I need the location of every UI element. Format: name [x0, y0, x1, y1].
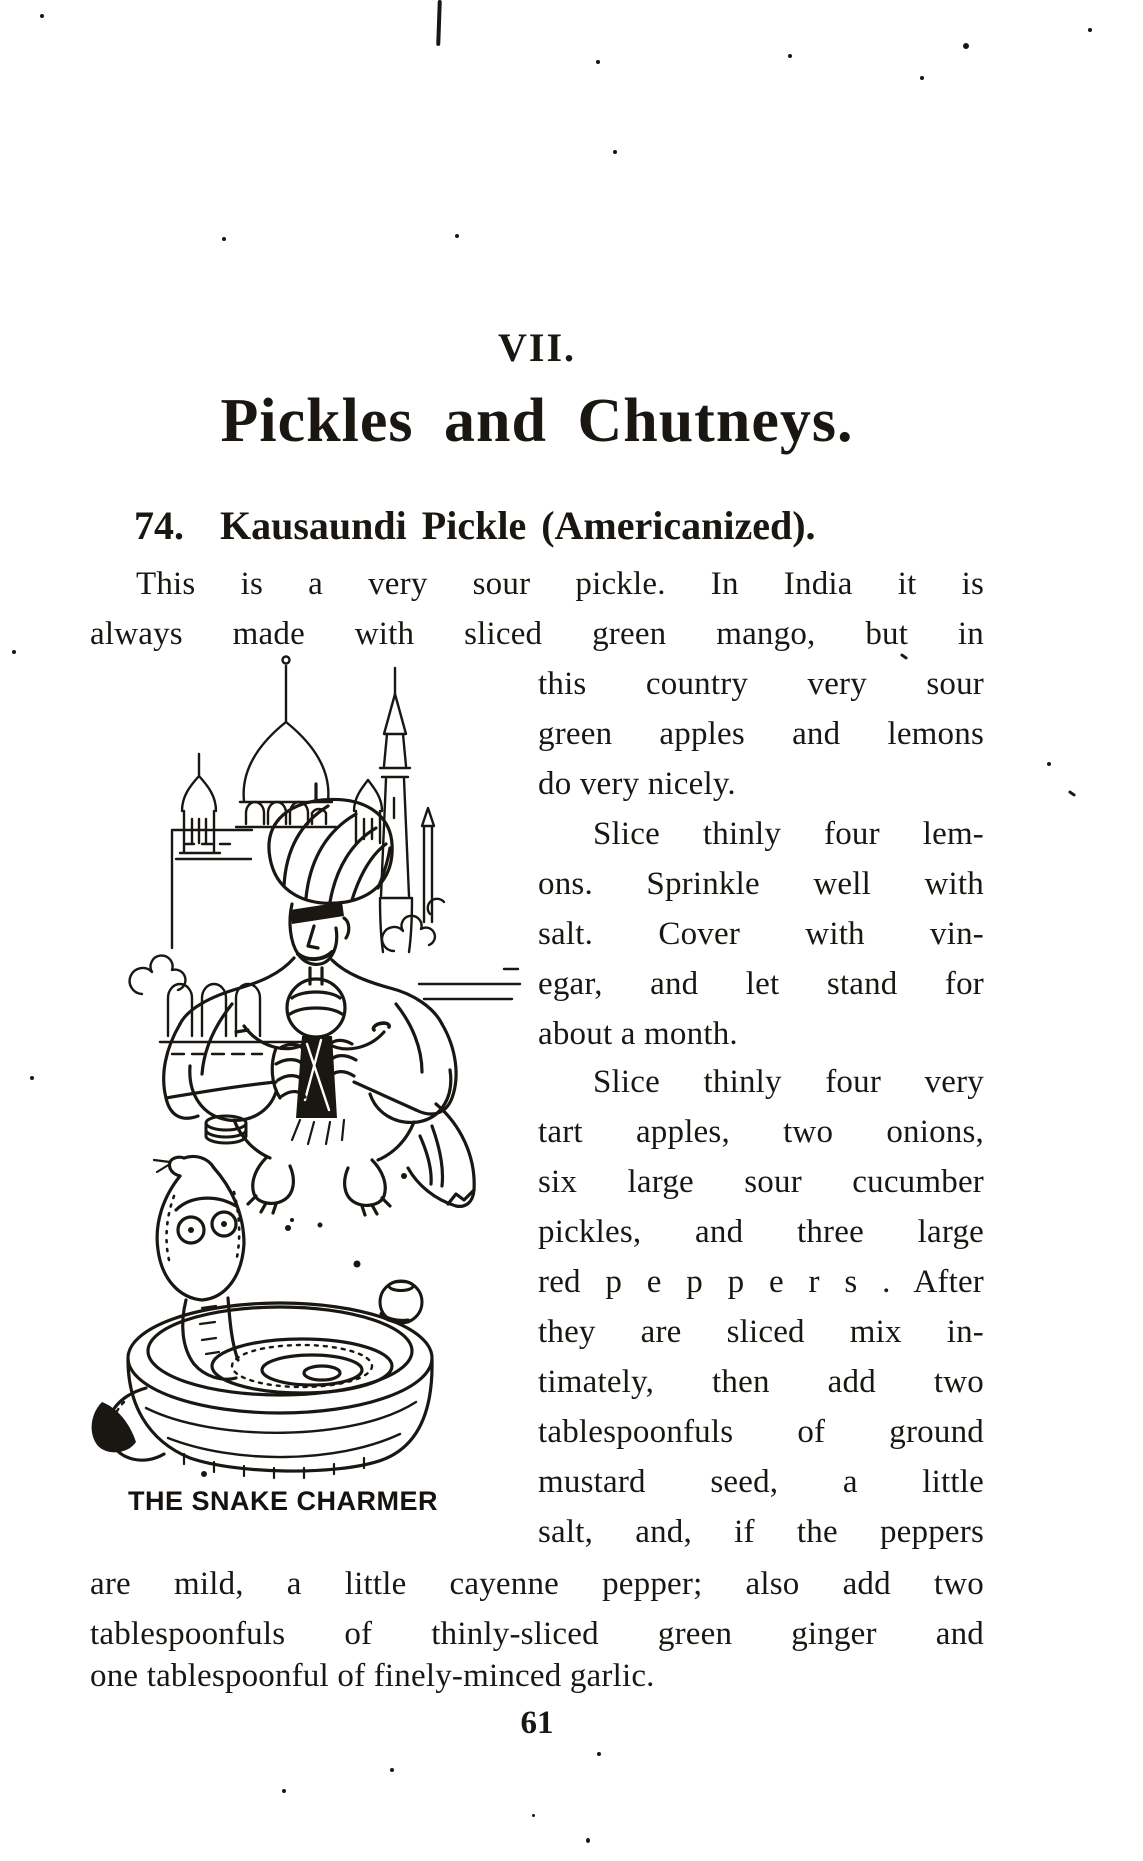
scan-speck [30, 1076, 34, 1080]
body-line: salt. Cover with vin- [538, 916, 984, 952]
scan-speck [455, 234, 459, 238]
scan-speck [597, 1752, 601, 1756]
body-line: tablespoonfuls of thinly-sliced green ginger and [90, 1616, 984, 1652]
body-line: egar, and let stand for [538, 966, 984, 1002]
body-line: always made with sliced green mango, but in [90, 616, 984, 652]
page-number: 61 [520, 1705, 554, 1741]
snake-charmer-illustration [84, 596, 526, 1488]
body-line: about a month. [538, 1016, 738, 1052]
body-line: timately, then add two [538, 1364, 984, 1400]
body-line: they are sliced mix in- [538, 1314, 984, 1350]
body-line: do very nicely. [538, 766, 736, 802]
recipe-heading [134, 503, 984, 548]
figure-caption: THE SNAKE CHARMER [127, 1486, 438, 1516]
mosque-background-icon [130, 657, 520, 1055]
body-line: red p e p p e r s . After [538, 1264, 984, 1300]
body-line: salt, and, if the peppers [538, 1514, 984, 1550]
body-line: Slice thinly four lem- [593, 816, 984, 852]
scan-speck [788, 54, 792, 58]
scan-speck [920, 76, 924, 80]
body-line: six large sour cucumber [538, 1164, 984, 1200]
scan-speck [282, 1789, 286, 1793]
scan-speck [12, 650, 16, 654]
scan-speck [586, 1838, 590, 1843]
scan-speck [1088, 28, 1092, 32]
body-line: mustard seed, a little [538, 1464, 984, 1500]
body-line: are mild, a little cayenne pepper; also add two [90, 1566, 984, 1602]
body-line: This is a very sour pickle. In India it is [136, 566, 984, 602]
scan-speck [40, 14, 44, 18]
recipe-title: Kausaundi Pickle (Americanized). [220, 503, 816, 548]
scan-speck [390, 1768, 394, 1772]
body-line: this country very sour [538, 666, 984, 702]
snake-basket-icon [92, 1303, 432, 1478]
recipe-number: 74. [134, 503, 184, 548]
body-line: tablespoonfuls of ground [538, 1414, 984, 1450]
scan-speck [1047, 762, 1051, 766]
scan-speck [1068, 790, 1076, 797]
scan-speck [963, 43, 969, 49]
body-line: green apples and lemons [538, 716, 984, 752]
chapter-title: Pickles and Chutneys. [220, 387, 854, 455]
body-line: ons. Sprinkle well with [538, 866, 984, 902]
clay-pot-icon [380, 1281, 422, 1323]
cobra-icon [154, 1156, 244, 1379]
scan-speck [222, 237, 226, 241]
body-line: Slice thinly four very [593, 1064, 984, 1100]
chapter-number: VII. [497, 325, 577, 370]
scan-speck [613, 150, 617, 154]
body-line: pickles, and three large [538, 1214, 984, 1250]
body-line: tart apples, two onions, [538, 1114, 984, 1150]
scan-scratch [436, 0, 442, 46]
scan-speck [596, 60, 600, 64]
body-line: one tablespoonful of finely-minced garlic. [90, 1658, 655, 1694]
scan-speck [532, 1814, 535, 1817]
